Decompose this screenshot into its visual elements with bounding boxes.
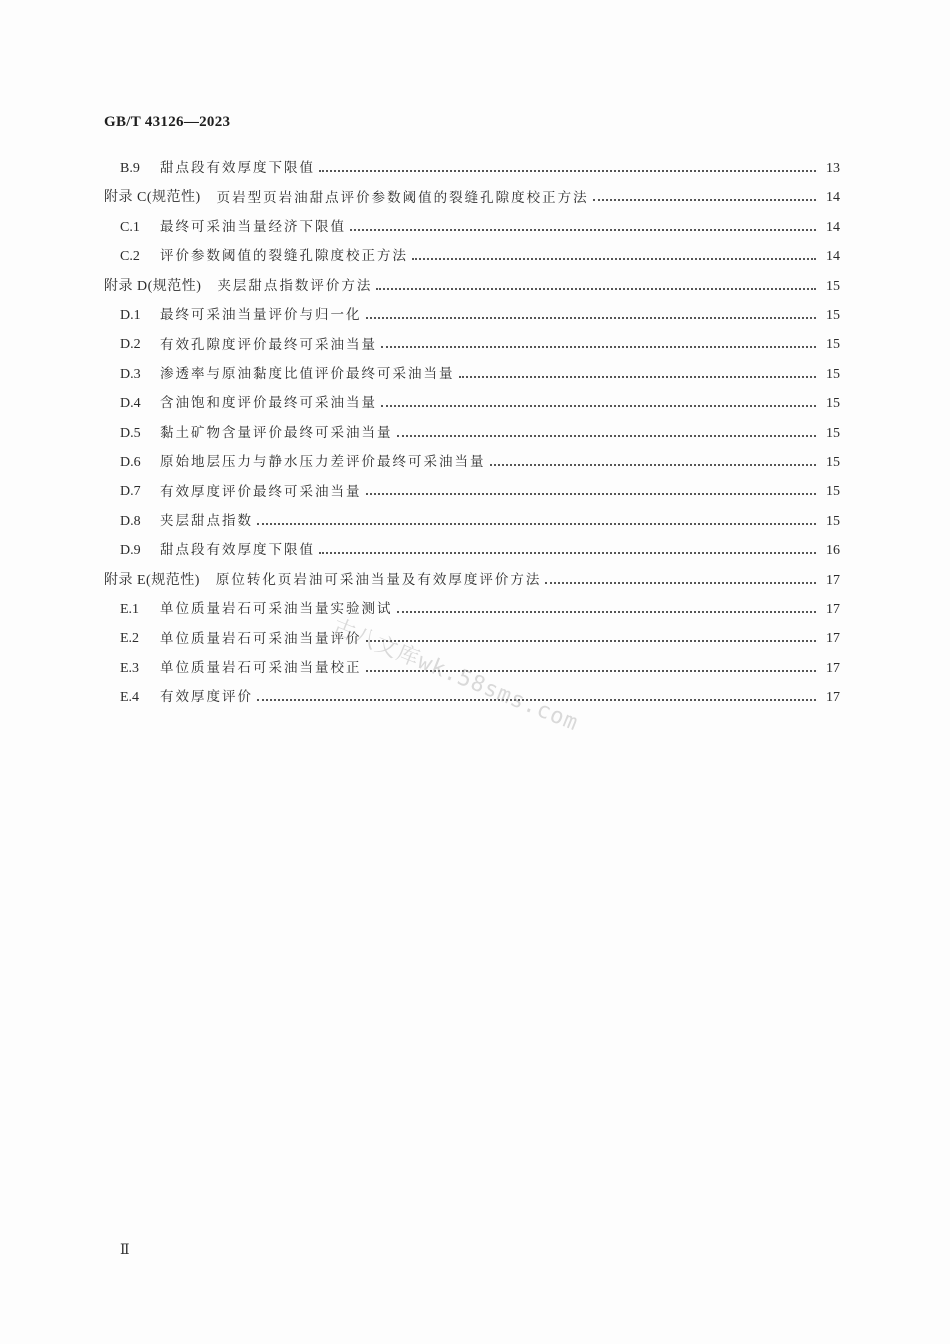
toc-section-entry[interactable] <box>120 419 840 449</box>
toc-entry-page: 15 <box>826 484 840 500</box>
dot-leader <box>319 170 816 172</box>
toc-entry-title: 原位转化页岩油可采油当量及有效厚度评价方法 <box>215 571 542 588</box>
toc-entry-page: 16 <box>826 543 840 559</box>
dot-leader <box>319 552 816 554</box>
toc-section-entry[interactable] <box>120 595 840 625</box>
toc-entry-number: C.1 <box>120 219 140 235</box>
page-number: Ⅱ <box>120 1243 130 1258</box>
watermark: 古八文库wk.58sms.com <box>328 614 582 737</box>
toc-entry-number: D.3 <box>120 366 141 382</box>
toc-section-entry[interactable] <box>120 654 840 684</box>
toc-appendix-entry[interactable] <box>104 272 840 302</box>
toc-entry-title: 单位质量岩石可采油当量实验测试 <box>160 601 393 618</box>
toc-appendix-entry[interactable] <box>104 566 840 596</box>
dot-leader <box>459 376 817 378</box>
toc-section-entry[interactable] <box>120 477 840 507</box>
toc-entry-page: 17 <box>826 631 840 647</box>
dot-leader <box>376 288 816 290</box>
toc-section-entry[interactable] <box>120 330 840 360</box>
toc-section-entry[interactable] <box>120 360 840 390</box>
toc-entry-title: 甜点段有效厚度下限值 <box>160 160 315 177</box>
toc-entry-title: 夹层甜点指数评价方法 <box>217 277 373 294</box>
toc-entry-number: E.2 <box>120 631 140 647</box>
toc-entry-page: 15 <box>826 396 840 412</box>
toc-entry-number: D.2 <box>120 337 141 353</box>
toc-section-entry[interactable] <box>120 536 840 566</box>
toc-entry-title: 含油饱和度评价最终可采油当量 <box>160 395 377 412</box>
toc-entry-number: B.9 <box>120 161 140 176</box>
dot-leader <box>366 317 817 319</box>
toc-entry-page: 17 <box>826 602 840 617</box>
dot-leader <box>490 464 817 466</box>
toc-entry-number: 附录 E(规范性) <box>104 572 200 588</box>
toc-entry-page: 14 <box>826 190 840 206</box>
toc-entry-number: E.1 <box>120 602 140 617</box>
dot-leader <box>350 229 816 231</box>
toc-entry-number: C.2 <box>120 249 140 265</box>
dot-leader <box>397 435 817 437</box>
toc-section-entry[interactable] <box>120 448 840 478</box>
toc-entry-page: 17 <box>826 690 840 706</box>
toc-section-entry[interactable] <box>120 213 840 243</box>
toc-entry-page: 14 <box>826 249 840 265</box>
dot-leader <box>366 640 817 642</box>
toc-entry-title: 单位质量岩石可采油当量评价 <box>160 630 362 647</box>
toc-entry-page: 17 <box>826 572 840 588</box>
dot-leader <box>412 258 816 260</box>
toc-entry-page: 15 <box>826 513 840 529</box>
toc-entry-page: 15 <box>826 278 840 294</box>
toc-section-entry[interactable] <box>120 624 840 654</box>
toc-entry-number: D.9 <box>120 543 141 559</box>
dot-leader <box>545 582 816 584</box>
toc-entry-number: D.6 <box>120 455 141 470</box>
toc-entry-title: 单位质量岩石可采油当量校正 <box>160 660 362 677</box>
toc-entry-title: 夹层甜点指数 <box>160 513 253 530</box>
toc-entry-title: 黏土矿物含量评价最终可采油当量 <box>160 424 393 441</box>
toc-entry-title: 有效孔隙度评价最终可采油当量 <box>160 336 377 353</box>
toc-entry-title: 渗透率与原油黏度比值评价最终可采油当量 <box>160 366 455 383</box>
toc-entry-page: 15 <box>826 337 840 353</box>
dot-leader <box>366 493 817 495</box>
toc-entry-title: 评价参数阈值的裂缝孔隙度校正方法 <box>160 248 408 265</box>
toc-entry-title: 最终可采油当量评价与归一化 <box>160 307 362 324</box>
dot-leader <box>397 611 817 613</box>
dot-leader <box>366 670 817 672</box>
toc-entry-title: 原始地层压力与静水压力差评价最终可采油当量 <box>160 454 486 471</box>
toc-entry-page: 15 <box>826 425 840 441</box>
toc-entry-title: 甜点段有效厚度下限值 <box>160 542 315 559</box>
toc-appendix-entry[interactable] <box>104 183 840 213</box>
toc-entry-page: 15 <box>826 455 840 470</box>
toc-entry-number: 附录 C(规范性) <box>104 190 201 206</box>
toc-entry-number: D.1 <box>120 308 141 323</box>
toc-entry-page: 17 <box>826 660 840 676</box>
toc-entry-title: 最终可采油当量经济下限值 <box>160 219 346 236</box>
standard-code: GB/T 43126—2023 <box>104 114 231 130</box>
toc-section-entry[interactable] <box>120 154 840 184</box>
toc-entry-title: 有效厚度评价 <box>160 689 253 706</box>
toc-entry-number: D.8 <box>120 513 141 529</box>
toc-entry-number: E.4 <box>120 690 140 706</box>
toc-entry-title: 有效厚度评价最终可采油当量 <box>160 483 362 500</box>
dot-leader <box>593 199 816 201</box>
toc-section-entry[interactable] <box>120 242 840 272</box>
toc-section-entry[interactable] <box>120 683 840 713</box>
toc-entry-number: D.7 <box>120 484 141 500</box>
toc-entry-number: D.5 <box>120 425 141 441</box>
toc-entry-page: 15 <box>826 308 840 323</box>
toc-entry-number: D.4 <box>120 396 141 412</box>
dot-leader <box>381 405 816 407</box>
toc-section-entry[interactable] <box>120 389 840 419</box>
toc-section-entry[interactable] <box>120 301 840 331</box>
toc-entry-title: 页岩型页岩油甜点评价参数阈值的裂缝孔隙度校正方法 <box>216 189 589 206</box>
dot-leader <box>257 699 816 701</box>
toc-entry-page: 14 <box>826 219 840 235</box>
dot-leader <box>381 346 816 348</box>
toc-entry-number: 附录 D(规范性) <box>104 278 202 294</box>
toc-entry-number: E.3 <box>120 660 140 676</box>
toc-section-entry[interactable] <box>120 507 840 537</box>
dot-leader <box>257 523 816 525</box>
toc-entry-page: 15 <box>826 366 840 382</box>
toc-entry-page: 13 <box>826 161 840 176</box>
